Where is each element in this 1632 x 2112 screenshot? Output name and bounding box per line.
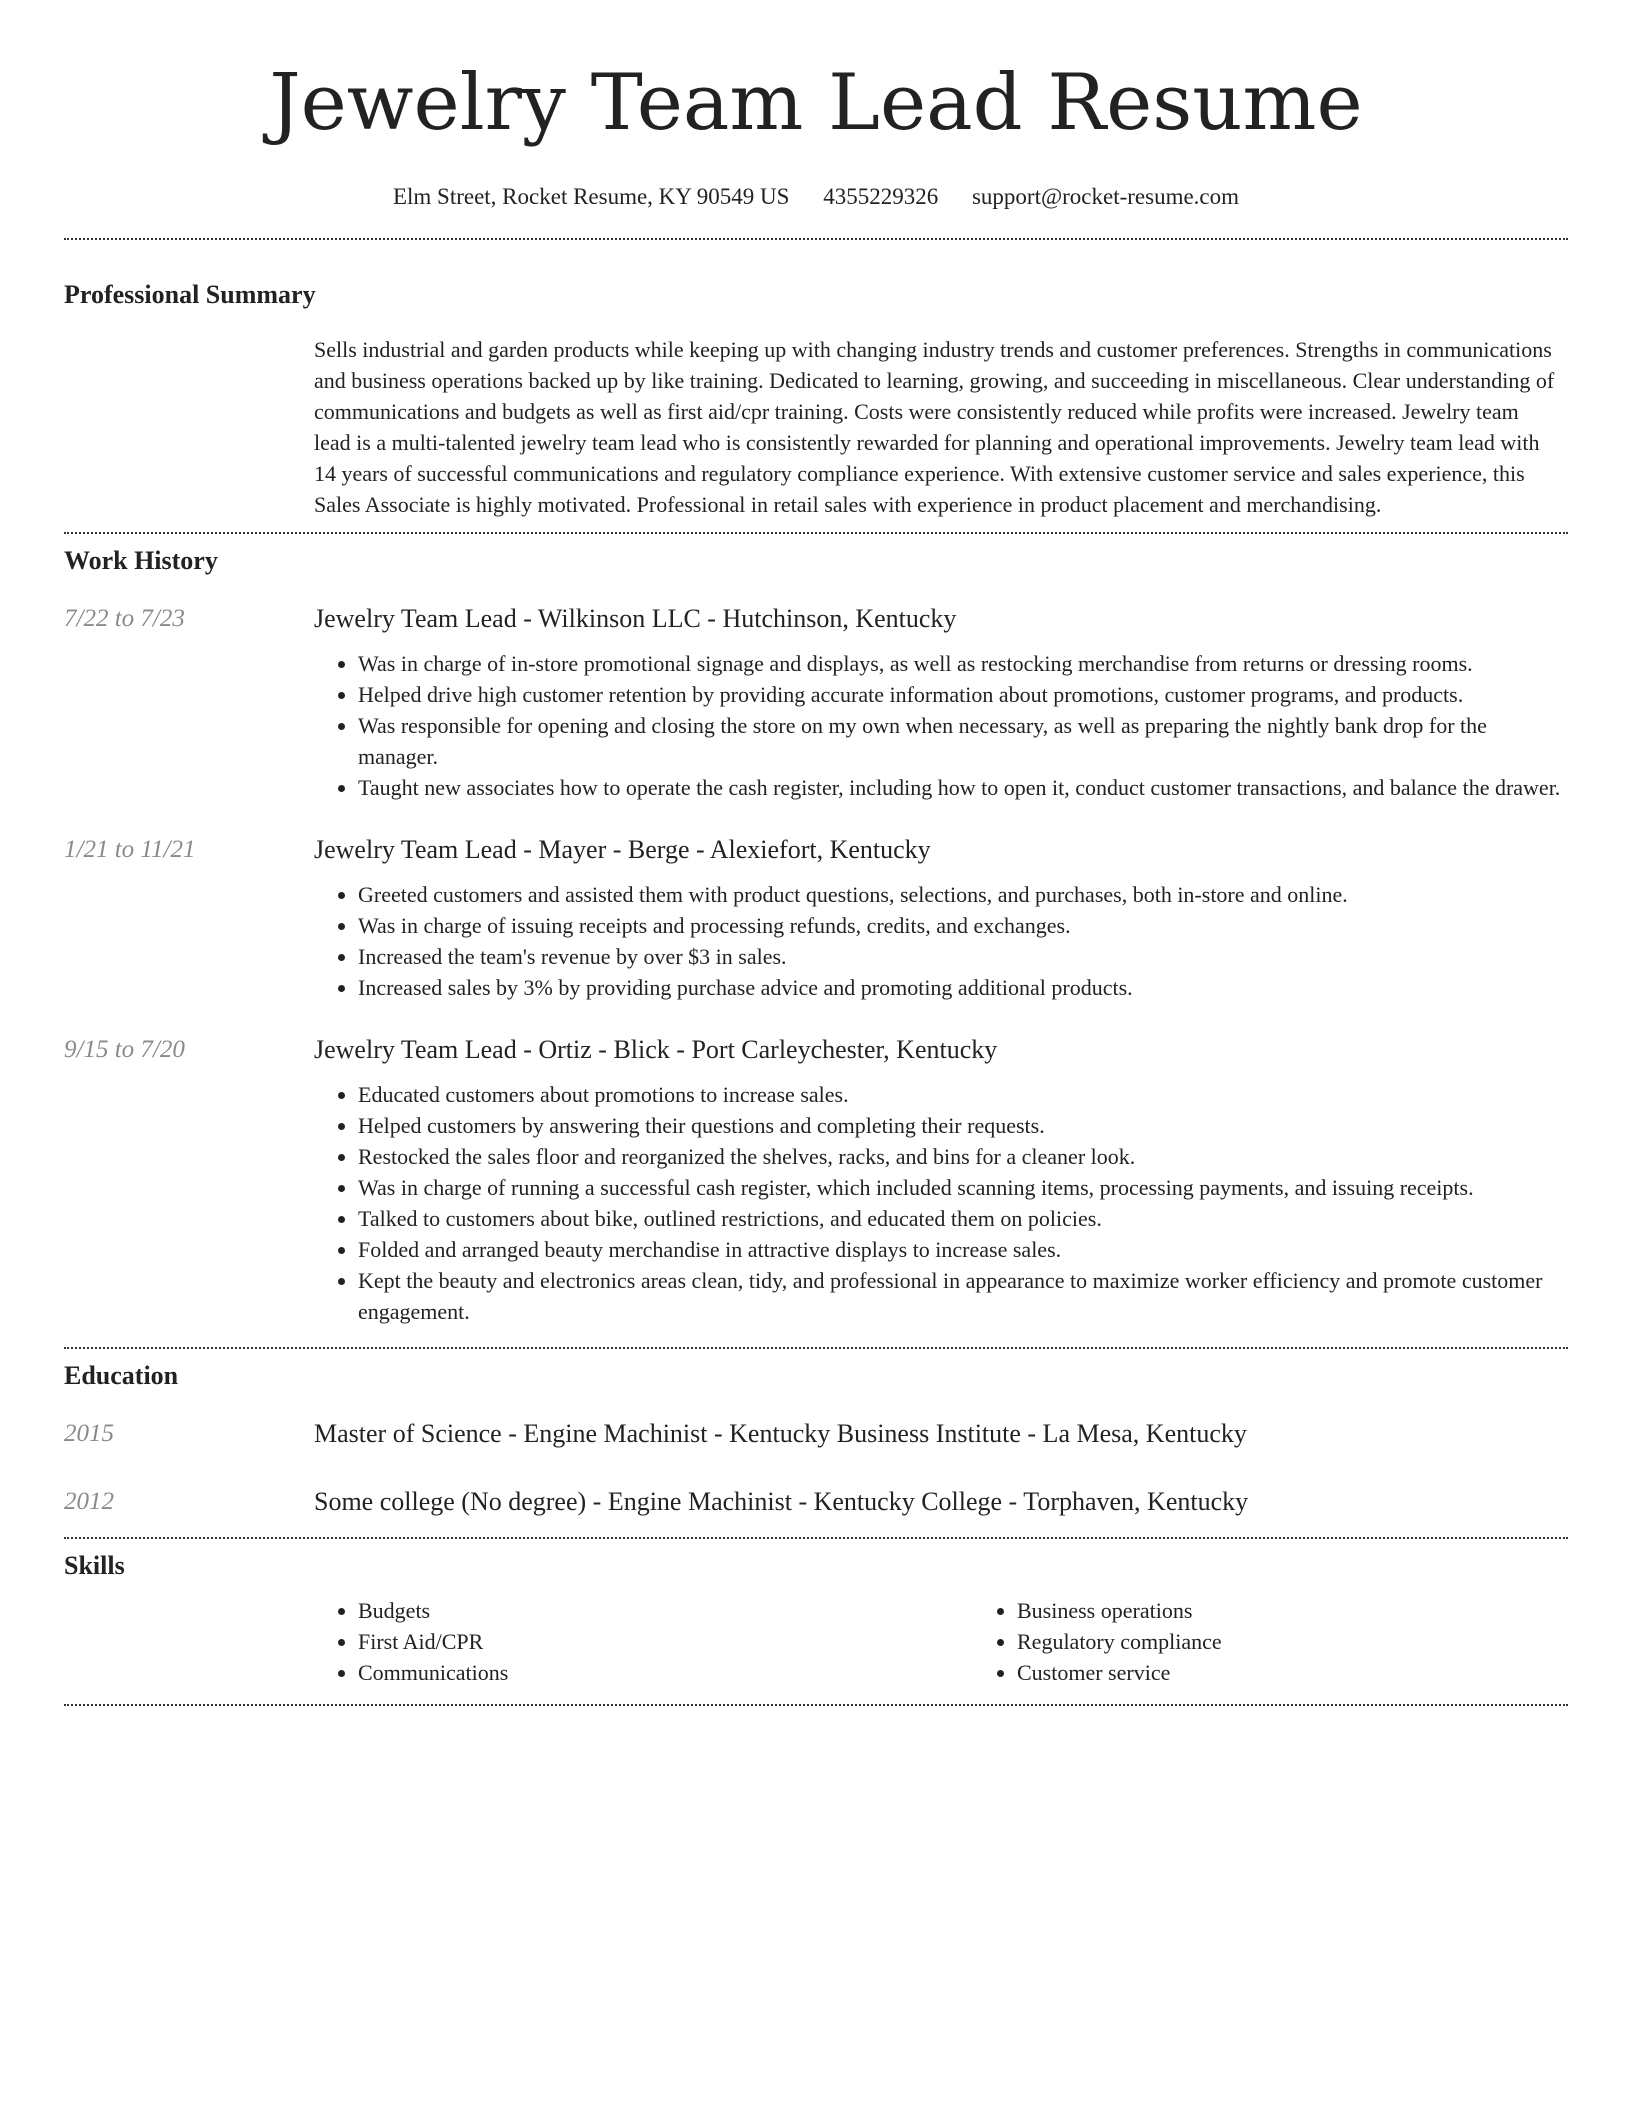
job-dates: 9/15 to 7/20 [64, 1036, 185, 1063]
list-item: • Educated customers about promotions to increase sales. [358, 1079, 1568, 1110]
list-item: • Increased the team's revenue by over $3 in sales. [358, 941, 1568, 972]
job-bullets [314, 879, 1568, 1003]
job-dates: 1/21 to 11/21 [64, 836, 196, 863]
list-item: • Talked to customers about bike, outlined restrictions, and educated them on policies. [358, 1203, 1568, 1234]
skill-item: • Budgets [358, 1595, 973, 1626]
contact-phone: 4355229326 [823, 184, 939, 209]
skills-section [64, 1539, 1568, 1688]
education-year: 2012 [64, 1488, 114, 1515]
list-item: • Restocked the sales floor and reorganized the shelves, racks, and bins for a cleaner look. [358, 1141, 1568, 1172]
list-item: • Greeted customers and assisted them with product questions, selections, and purchases, both in-store and online. [358, 879, 1568, 910]
job-entry [64, 1033, 1568, 1327]
list-item: • Helped drive high customer retention by providing accurate information about promotions, customer programs, and products. [358, 679, 1568, 710]
job-entry [64, 602, 1568, 803]
list-item: • Folded and arranged beauty merchandise in attractive displays to increase sales. [358, 1234, 1568, 1265]
list-item: • Increased sales by 3% by providing purchase advice and promoting additional products. [358, 972, 1568, 1003]
list-item: • Was in charge of in-store promotional signage and displays, as well as restocking merchandise from returns or dressing rooms. [358, 648, 1568, 679]
summary-text: Sells industrial and garden products while keeping up with changing industry trends and customer preferences. Strengths in communications and business operations backed up by like training. Dedicated to learning, growing, and succeeding in miscellaneous. Clear understanding of communications and budgets as well as first aid/cpr training. Costs were consistently reduced while profits were increased. Jewelry team lead is a multi-talented jewelry team lead who is consistently rewarded for planning and operational improvements. Jewelry team lead with 14 years of successful communications and regulatory compliance experience. With extensive customer service and sales experience, this Sales Associate is highly motivated. Professional in retail sales with experience in product placement and merchandising. [314, 337, 1555, 517]
skill-item: • Regulatory compliance [1017, 1626, 1632, 1657]
section-title-summary: Professional Summary [64, 280, 316, 309]
education-heading: Some college (No degree) - Engine Machinist - Kentucky College - Torphaven, Kentucky [314, 1487, 1249, 1516]
list-item: • Was responsible for opening and closing the store on my own when necessary, as well as preparing the nightly bank drop for the manager. [358, 710, 1568, 772]
education-heading: Master of Science - Engine Machinist - Kentucky Business Institute - La Mesa, Kentucky [314, 1419, 1247, 1448]
resume-title: Jewelry Team Lead Resume [269, 58, 1363, 148]
job-heading: Jewelry Team Lead - Ortiz - Blick - Port Carleychester, Kentucky [314, 1035, 998, 1064]
divider [64, 1704, 1568, 1706]
education-year: 2015 [64, 1420, 114, 1447]
list-item: • Kept the beauty and electronics areas clean, tidy, and professional in appearance to maximize worker efficiency and promote customer engagement. [358, 1265, 1568, 1327]
skill-item: • First Aid/CPR [358, 1626, 973, 1657]
skills-list-left [314, 1595, 973, 1688]
education-section [64, 1349, 1568, 1519]
contact-address: Elm Street, Rocket Resume, KY 90549 US [392, 184, 790, 209]
list-item: • Was in charge of running a successful cash register, which included scanning items, processing payments, and issuing receipts. [358, 1172, 1568, 1203]
education-entry [64, 1417, 1568, 1451]
section-title-work-history: Work History [64, 546, 218, 575]
skills-list-right [973, 1595, 1632, 1688]
job-bullets [314, 1079, 1568, 1327]
list-item: • Helped customers by answering their questions and completing their requests. [358, 1110, 1568, 1141]
job-heading: Jewelry Team Lead - Mayer - Berge - Alexiefort, Kentucky [314, 835, 931, 864]
section-title-skills: Skills [64, 1551, 125, 1580]
skill-item: • Customer service [1017, 1657, 1632, 1688]
contact-email: support@rocket-resume.com [971, 184, 1240, 209]
work-history-section [64, 534, 1568, 1327]
summary-section [64, 240, 1568, 520]
list-item: • Taught new associates how to operate the cash register, including how to open it, conduct customer transactions, and balance the drawer. [358, 772, 1568, 803]
section-title-education: Education [64, 1361, 179, 1390]
skill-item: • Communications [358, 1657, 973, 1688]
job-dates: 7/22 to 7/23 [64, 605, 185, 632]
education-entry [64, 1485, 1568, 1519]
list-item: • Was in charge of issuing receipts and processing refunds, credits, and exchanges. [358, 910, 1568, 941]
contact-line [64, 180, 1568, 214]
skill-item: • Business operations [1017, 1595, 1632, 1626]
job-heading: Jewelry Team Lead - Wilkinson LLC - Hutchinson, Kentucky [314, 604, 957, 633]
resume-page [64, 0, 1568, 1706]
job-entry [64, 833, 1568, 1003]
job-bullets [314, 648, 1568, 803]
